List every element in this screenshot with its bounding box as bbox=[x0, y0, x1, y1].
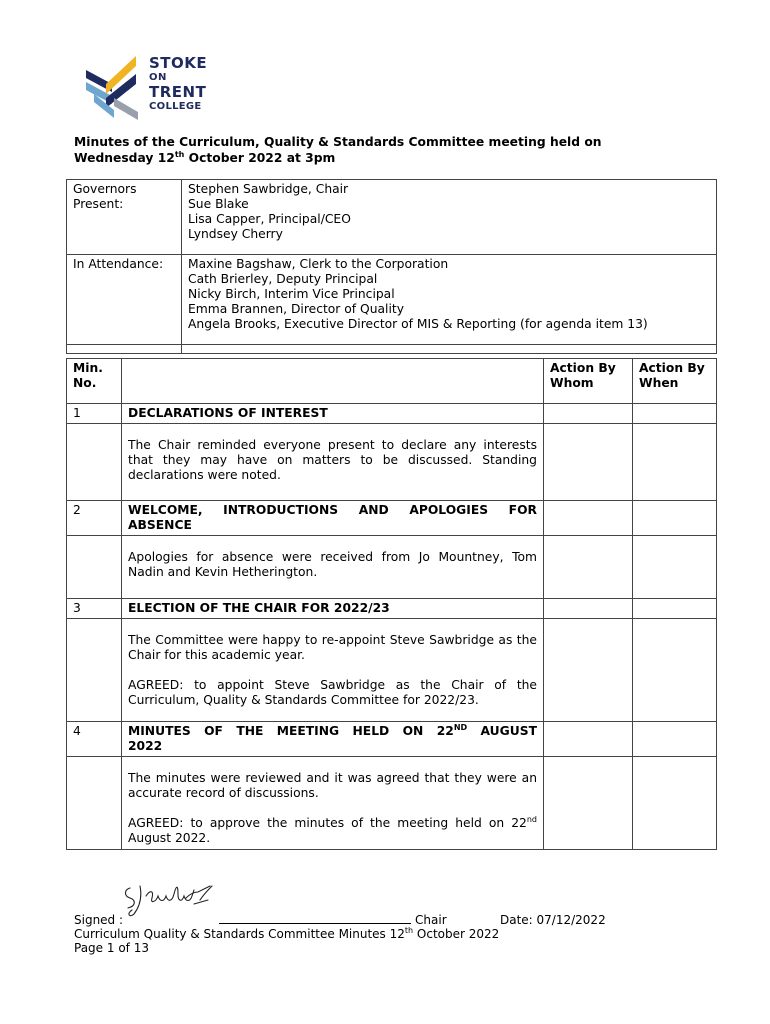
page-footer bbox=[74, 913, 499, 955]
item-body: The minutes were reviewed and it was agreed that they were an accurate record of discussions. AGREED: to approve the minutes of the meeting held on 22nd August 2022. bbox=[122, 757, 544, 850]
item-body-row bbox=[67, 536, 717, 599]
governor-name: Lisa Capper, Principal/CEO bbox=[188, 212, 351, 226]
item-body-row bbox=[67, 424, 717, 501]
item-number: 2 bbox=[67, 501, 122, 536]
action-by-when-header: Action By When bbox=[633, 359, 717, 404]
item-heading: WELCOME, INTRODUCTIONS AND APOLOGIES FOR ABSENCE bbox=[122, 501, 544, 536]
chair-label: Chair bbox=[415, 913, 447, 927]
signed-label: Signed : bbox=[74, 913, 124, 927]
item-heading-row bbox=[67, 599, 717, 619]
document-title bbox=[74, 134, 694, 166]
item-heading: ELECTION OF THE CHAIR FOR 2022/23 bbox=[122, 599, 544, 619]
governor-name: Lyndsey Cherry bbox=[188, 227, 283, 241]
min-no-header: Min. No. bbox=[67, 359, 122, 404]
governor-name: Sue Blake bbox=[188, 197, 249, 211]
attendee-name: Maxine Bagshaw, Clerk to the Corporation bbox=[188, 257, 449, 271]
title-line-1: Minutes of the Curriculum, Quality & Standards Committee meeting held on bbox=[74, 135, 602, 149]
governors-list bbox=[182, 180, 717, 255]
blank-row bbox=[67, 345, 717, 354]
action-by-whom-header: Action By Whom bbox=[544, 359, 633, 404]
item-heading-row bbox=[67, 501, 717, 536]
attendance-row bbox=[67, 255, 717, 345]
item-body: The Committee were happy to re-appoint Steve Sawbridge as the Chair for this academic year. AGREED: to appoint Steve Sawbridge as the Chair of the Curriculum, Quality & Standards Committee for 2022/23. bbox=[122, 619, 544, 722]
college-logo-text: STOKE ON TRENT COLLEGE bbox=[149, 54, 208, 112]
item-body-row bbox=[67, 619, 717, 722]
attendance-table bbox=[66, 179, 717, 354]
item-number: 4 bbox=[67, 722, 122, 757]
attendee-name: Cath Brierley, Deputy Principal bbox=[188, 272, 378, 286]
attendee-name: Nicky Birch, Interim Vice Principal bbox=[188, 287, 395, 301]
minutes-table bbox=[66, 358, 717, 850]
attendee-name: Angela Brooks, Executive Director of MIS & Reporting (for agenda item 13) bbox=[188, 317, 648, 331]
attendee-name: Emma Brannen, Director of Quality bbox=[188, 302, 404, 316]
governors-row bbox=[67, 180, 717, 255]
attendees-list bbox=[182, 255, 717, 345]
governor-name: Stephen Sawbridge, Chair bbox=[188, 182, 349, 196]
item-heading: MINUTES OF THE MEETING HELD ON 22ND AUGUST 2022 bbox=[122, 722, 544, 757]
title-line-2: Wednesday 12th October 2022 at 3pm bbox=[74, 149, 336, 165]
signature-line bbox=[74, 913, 499, 927]
item-body: Apologies for absence were received from Jo Mountney, Tom Nadin and Kevin Hetherington. bbox=[122, 536, 544, 599]
item-heading-row bbox=[67, 722, 717, 757]
attendance-label: In Attendance: bbox=[67, 255, 182, 345]
document-reference: Curriculum Quality & Standards Committee Minutes 12th October 2022 bbox=[74, 926, 500, 941]
item-number: 3 bbox=[67, 599, 122, 619]
governors-label: Governors Present: bbox=[67, 180, 182, 255]
item-body: The Chair reminded everyone present to declare any interests that they may have on matters to be discussed. Standing declarations were noted. bbox=[122, 424, 544, 501]
item-number: 1 bbox=[67, 404, 122, 424]
item-heading: DECLARATIONS OF INTEREST bbox=[122, 404, 544, 424]
item-body-row bbox=[67, 757, 717, 850]
minutes-header-row bbox=[67, 359, 717, 404]
college-logo-mark-icon bbox=[84, 54, 146, 120]
signature-blank bbox=[219, 913, 411, 924]
item-heading-row bbox=[67, 404, 717, 424]
signature-date: Date: 07/12/2022 bbox=[500, 913, 606, 927]
page-number: Page 1 of 13 bbox=[74, 941, 149, 955]
college-logo bbox=[84, 54, 224, 120]
